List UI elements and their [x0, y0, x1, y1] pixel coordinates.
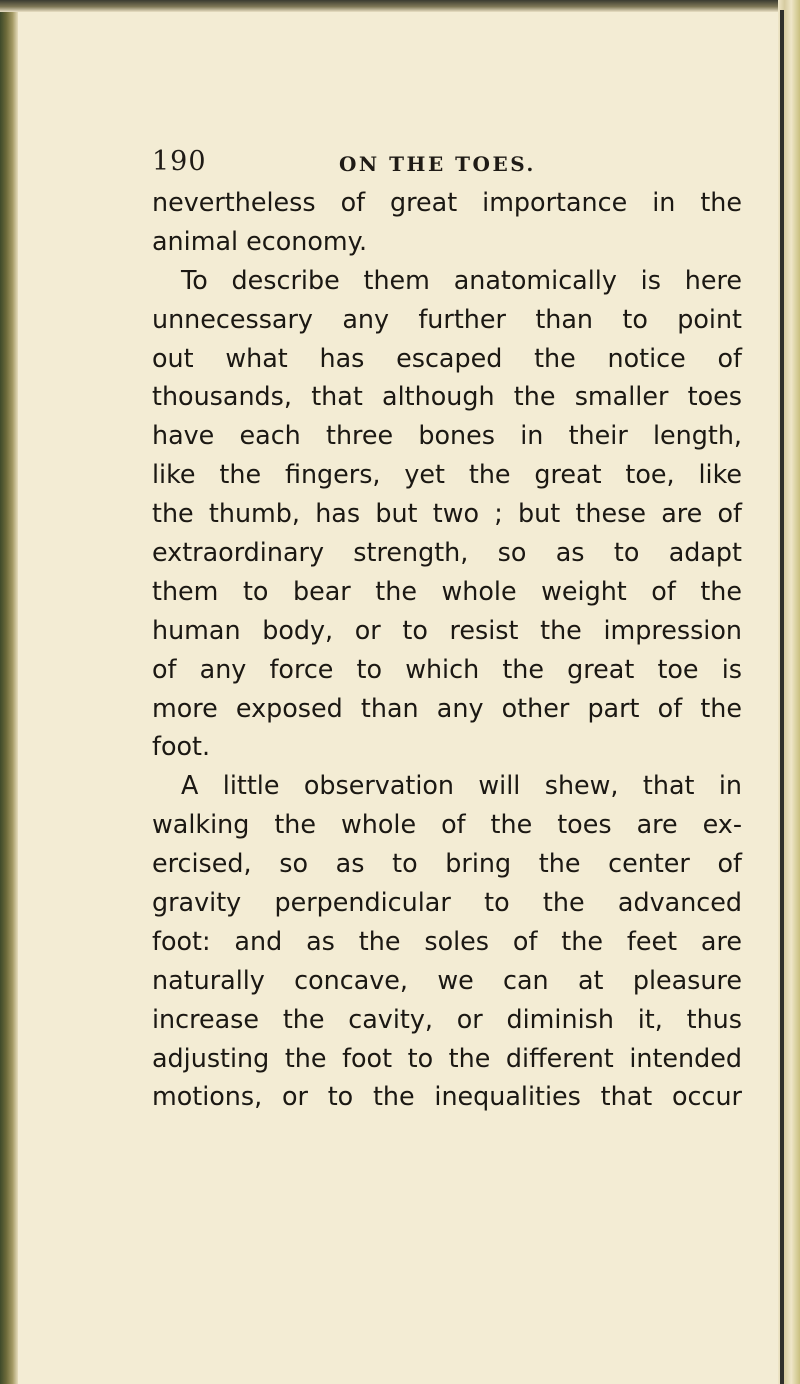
- page-number: 190: [152, 146, 207, 177]
- running-head: ON THE TOES.: [339, 152, 536, 176]
- page-binding-edge: [0, 0, 18, 1384]
- text-line: A little observation will shew, that in: [181, 770, 742, 801]
- text-line: thousands, that although the smaller toes: [152, 381, 742, 412]
- text-line: gravity perpendicular to the advanced: [152, 887, 742, 918]
- text-line: extraordinary strength, so as to adapt: [152, 537, 742, 568]
- text-line: adjusting the foot to the different intended: [152, 1042, 742, 1073]
- text-line: out what has escaped the notice of: [152, 342, 742, 373]
- text-line: nevertheless of great importance in the: [152, 187, 742, 217]
- text-line: foot.: [152, 731, 211, 762]
- text-line: increase the cavity, or diminish it, thus: [152, 1003, 742, 1034]
- body-text: [152, 183, 742, 1116]
- text-line: ercised, so as to bring the center of: [152, 848, 742, 879]
- text-line: them to bear the whole weight of the: [152, 575, 742, 606]
- text-line: walking the whole of the toes are ex-: [152, 809, 742, 840]
- text-line: naturally concave, we can at pleasure: [152, 964, 742, 995]
- text-line: of any force to which the great toe is: [152, 653, 742, 684]
- text-line: motions, or to the inequalities that occur: [152, 1081, 742, 1112]
- text-line: animal economy.: [152, 225, 368, 256]
- text-line: have each three bones in their length,: [152, 420, 742, 451]
- page-header: [152, 146, 752, 186]
- text-line: To describe them anatomically is here: [181, 264, 742, 295]
- text-line: human body, or to resist the impression: [152, 614, 742, 645]
- text-line: like the fingers, yet the great toe, like: [152, 459, 742, 490]
- page-top-edge: [0, 0, 800, 12]
- text-line: unnecessary any further than to point: [152, 303, 742, 334]
- page-edge-rule: [780, 10, 784, 1384]
- text-line: foot: and as the soles of the feet are: [152, 925, 742, 956]
- text-line: the thumb, has but two ; but these are of: [152, 498, 742, 529]
- text-line: more exposed than any other part of the: [152, 692, 742, 723]
